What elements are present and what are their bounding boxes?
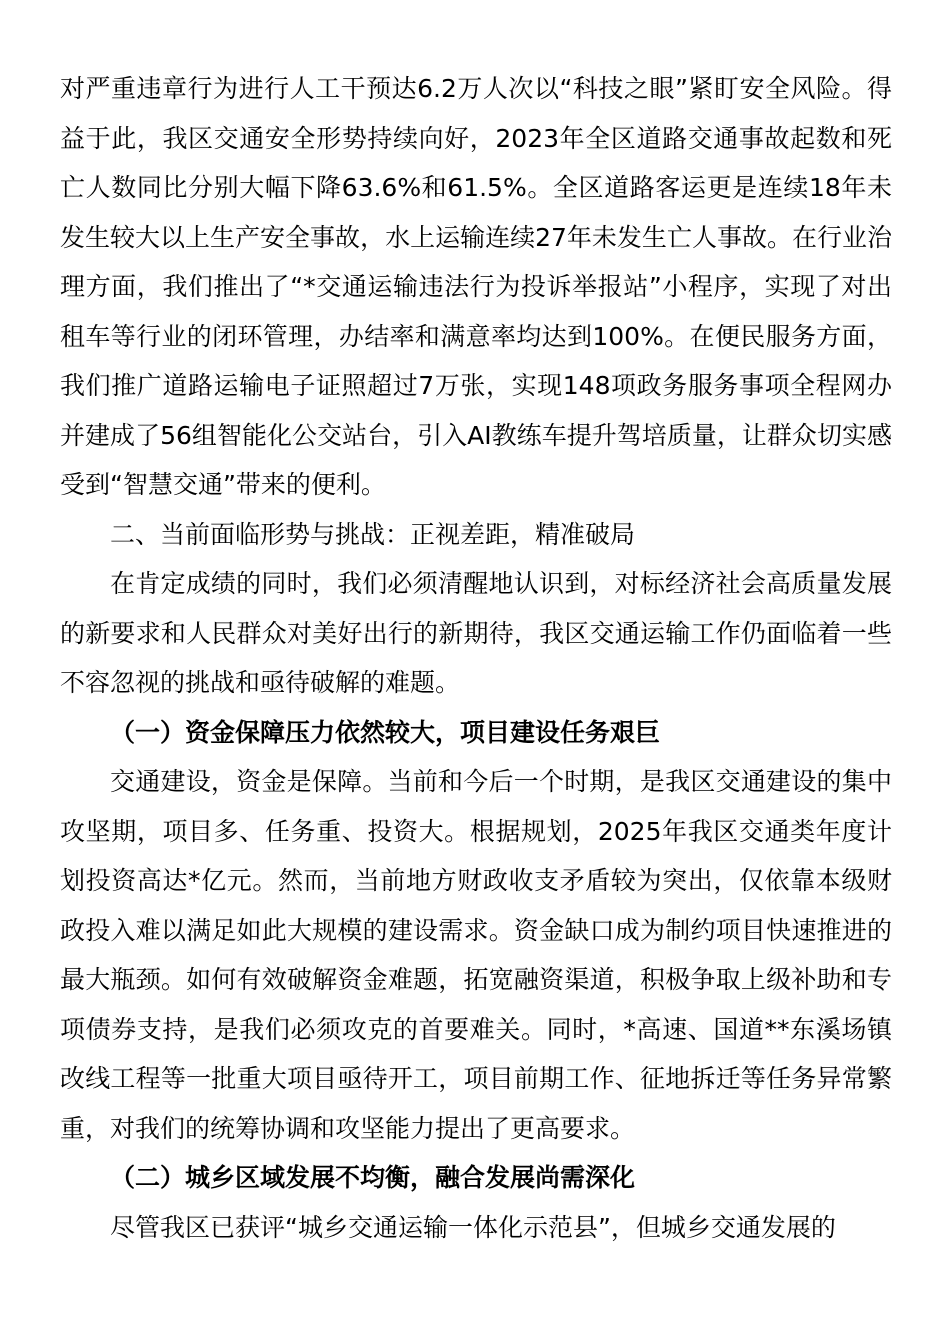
sub-heading: （二）城乡区域发展不均衡，融合发展尚需深化 bbox=[110, 1163, 636, 1192]
sub-heading: （一）资金保障压力依然较大，项目建设任务艰巨 bbox=[110, 717, 661, 747]
body-paragraph: 交通建设，资金是保障。当前和今后一个时期，是我区交通建设的集中攻坚期，项目多、任务重、投资大。根据规划，2025年我区交通类年度计划投资高达*亿元。然而，当前地方财政收支矛盾较为突出，仅依靠本级财政投入难以满足如此大规模的建设需求。资金缺口成为制约项目快速推进的最大瓶颈。如何有效破解资金难题，拓宽融资渠道，积极争取上级补助和专项债券支持，是我们必须攻克的首要难关。同时，*高速、国道**东溪场镇改线工程等一批重大项目亟待开工，项目前期工作、征地拆迁等任务异常繁重，对我们的统筹协调和攻坚能力提出了更高要求。 bbox=[60, 767, 892, 1143]
body-paragraph: 在肯定成绩的同时，我们必须清醒地认识到，对标经济社会高质量发展的新要求和人民群众对美好出行的新期待，我区交通运输工作仍面临着一些不容忽视的挑战和亟待破解的难题。 bbox=[60, 569, 892, 697]
body-paragraph: 对严重违章行为进行人工干预达6.2万人次以“科技之眼”紧盯安全风险。得益于此，我区交通安全形势持续向好，2023年全区道路交通事故起数和死亡人数同比分别大幅下降63.6%和61.5%。全区道路客运更是连续18年未发生较大以上生产安全事故，水上运输连续27年未发生亡人事故。在行业治理方面，我们推出了“*交通运输违法行为投诉举报站”小程序，实现了对出租车等行业的闭环管理，办结率和满意率均达到100%。在便民服务方面，我们推广道路运输电子证照超过7万张，实现148项政务服务事项全程网办并建成了56组智能化公交站台，引入AI教练车提升驾培质量，让群众切实感受到“智慧交通”带来的便利。 bbox=[60, 74, 892, 499]
body-paragraph: 尽管我区已获评“城乡交通运输一体化示范县”，但城乡交通发展的 bbox=[110, 1212, 836, 1242]
section-heading: 二、当前面临形势与挑战：正视差距，精准破局 bbox=[110, 519, 636, 549]
document-page bbox=[60, 64, 892, 1252]
